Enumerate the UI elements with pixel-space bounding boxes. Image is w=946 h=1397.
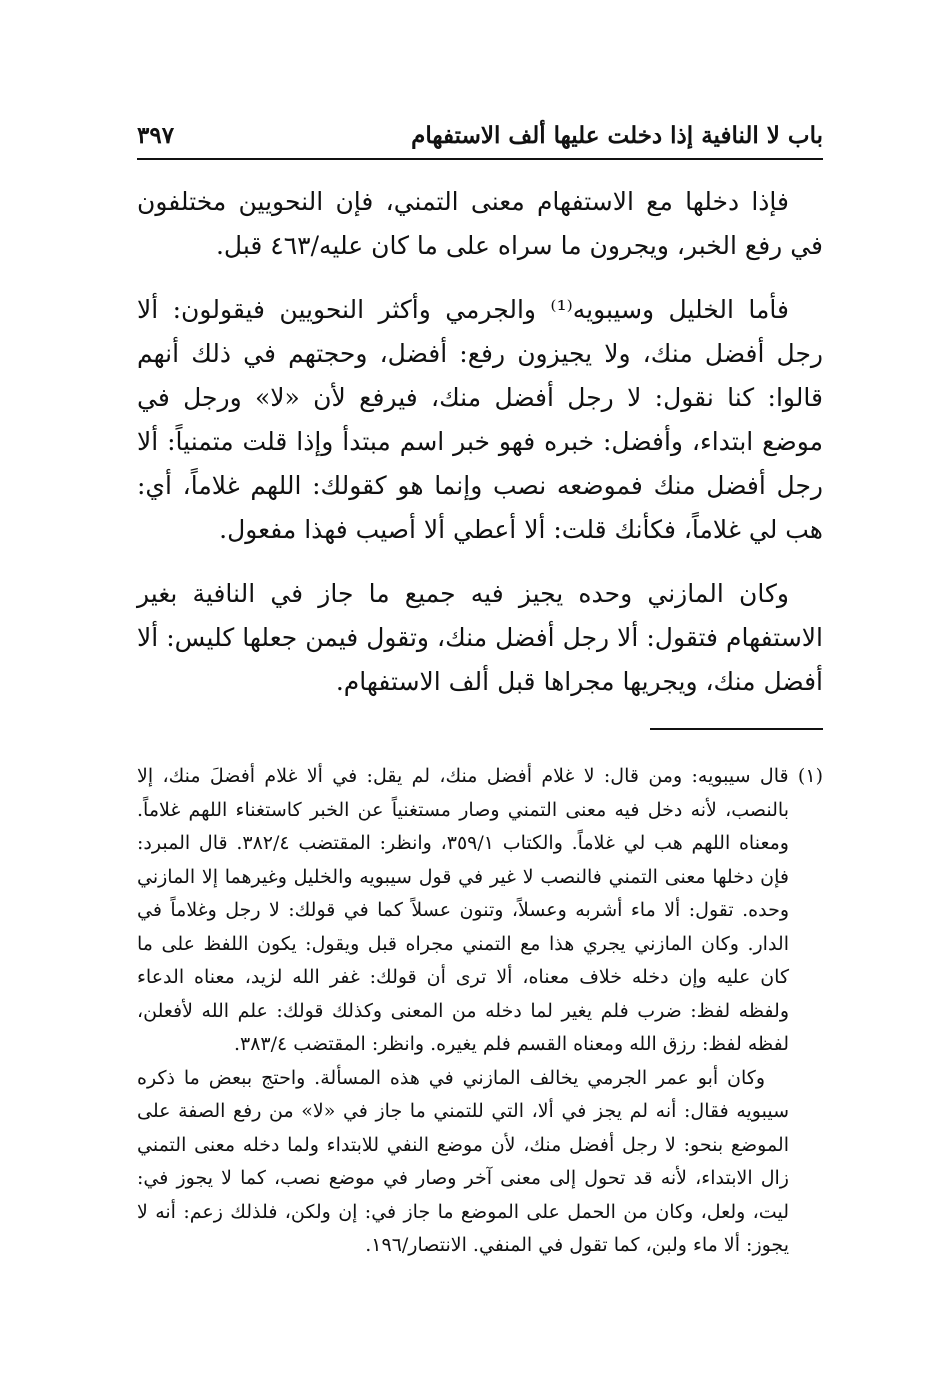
body-paragraph: فإذا دخلها مع الاستفهام معنى التمني، فإن النحويين مختلفون في رفع الخبر، ويجرون ما سراه على ما كان عليه/٤٦٣ قبل. [137, 187, 823, 260]
chapter-title: باب لا النافية إذا دخلت عليها ألف الاستفهام [411, 122, 823, 149]
footnote-separator [650, 728, 823, 730]
main-text [137, 180, 823, 724]
footnotes [137, 760, 823, 1263]
footnote-1: (١) قال سيبويه: ومن قال: لا غلام أفضل منك، لم يقل: في ألا غلام أفضلَ منك، إلا بالنصب، لأنه دخل فيه معنى التمني وصار مستغنياً عن الخبر كاستغناء اللهم غلاماً. ومعناه اللهم هب لي غلاماً. والكتاب ٣٥٩/١، وانظر: المقتضب ٣٨٢/٤. قال المبرد: فإن دخلها معنى التمني فالنصب لا غير في قول سيبويه والخليل وغيرهما إلا المازني وحده. تقول: ألا ماء أشربه وعسلاً، وتنون عسلاً كما في قولك: لا رجل وغلاماً في الدار. وكان المازني يجري هذا مع التمني مجراه قبل ويقول: يكون اللفظ على ما كان عليه وإن دخله خلاف معناه، ألا ترى أن قولك: غفر الله لزيد، معناه الدعاء ولفظه لفظ: ضرب فلم يغير لما دخله من المعنى وكذلك قولك: علم الله لأفعلن، لفظه لفظ: رزق الله ومعناه القسم فلم يغيره. وانظر: المقتضب ٣٨٣/٤. [137, 765, 823, 1055]
body-paragraph: فأما الخليل وسيبويه⁽¹⁾ والجرمي وأكثر النحويين فيقولون: ألا رجل أفضل منك، ولا يجيزون رفع: أفضل، وحجتهم في ذلك أنهم قالوا: كنا نقول: لا رجل أفضل منك، فيرفع لأن «لا» ورجل في موضع ابتداء، وأفضل: خبره فهو خبر اسم مبتدأ وإذا قلت متمنياً: ألا رجل أفضل منك فموضعه نصب وإنما هو كقولك: اللهم غلاماً، أي: هب لي غلاماً، فكأنك قلت: ألا أعطي ألا أصيب فهذا مفعول. [137, 295, 823, 544]
footnote-1-continuation: وكان أبو عمر الجرمي يخالف المازني في هذه المسألة. واحتج ببعض ما ذكره سيبويه فقال: أنه لم يجز في ألا، التي للتمني ما جاز في «لا» من رفع الصفة على الموضع بنحو: لا رجل أفضل منك، لأن موضع النفي للابتداء ولما دخله معنى التمني زال الابتداء، لأنه قد تحول إلى معنى آخر وصار في موضع نصب، كما لا يجوز في: ليت، ولعل، وكان من الحمل على الموضع ما جاز في: إن ولكن، فلذلك زعم: أنه لا يجوز: ألا ماء ولبن، كما تقول في المنفي. الانتصار/١٩٦. [137, 1066, 789, 1256]
running-header [137, 112, 823, 160]
page-number: ٣٩٧ [137, 122, 175, 149]
body-paragraph: وكان المازني وحده يجيز فيه جميع ما جاز في النافية بغير الاستفهام فتقول: ألا رجل أفضل منك، وتقول فيمن جعلها كليس: ألا أفضل منك، ويجريها مجراها قبل ألف الاستفهام. [137, 579, 823, 696]
